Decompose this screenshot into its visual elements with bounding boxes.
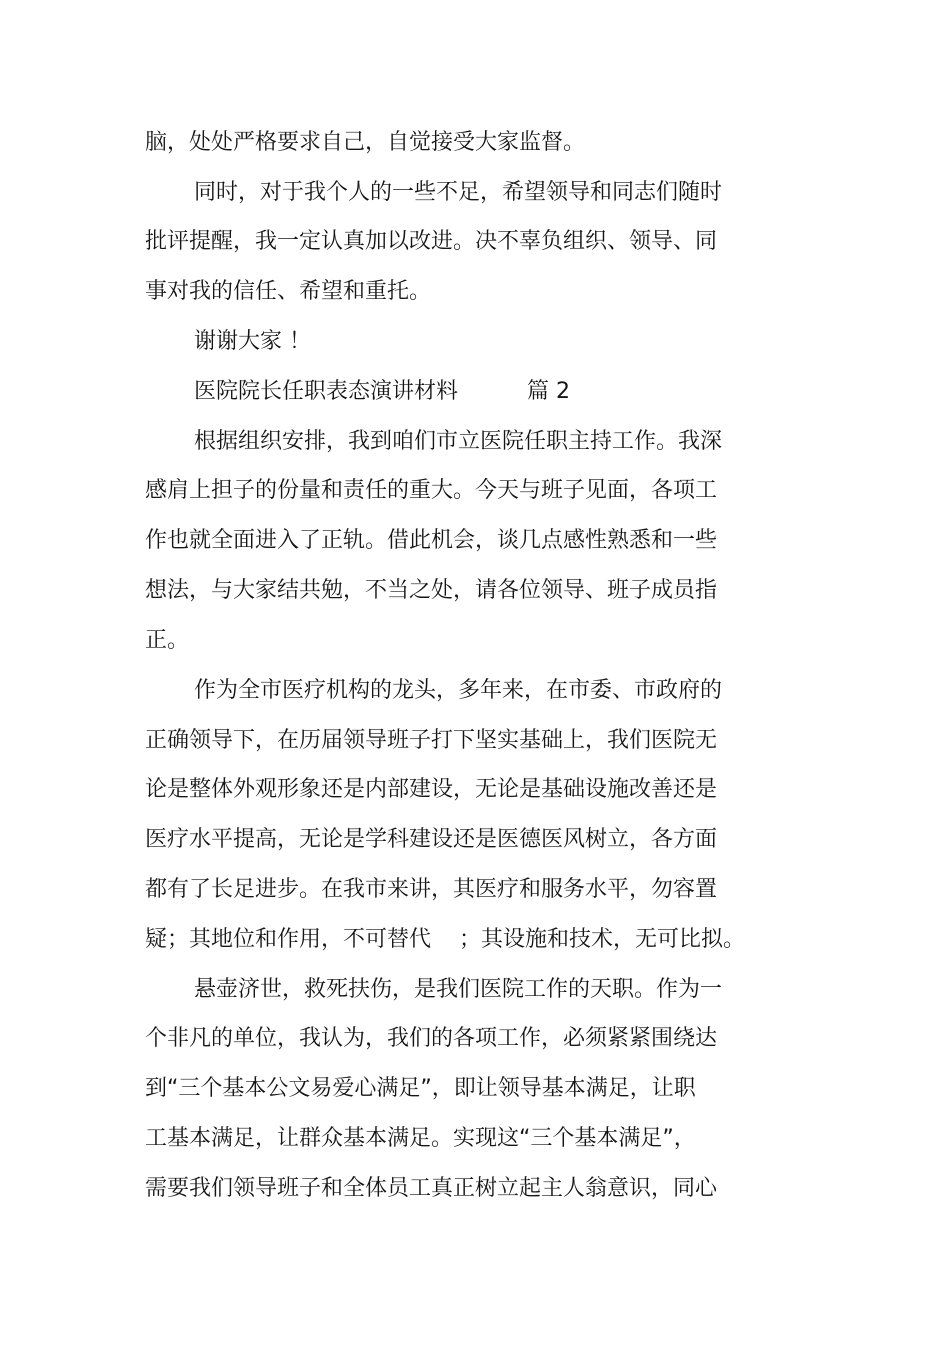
text-line: 脑，处处严格要求自己，自觉接受大家监督。 [145, 130, 586, 155]
closing-thanks: 谢谢大家 ！ [194, 329, 311, 354]
text-line: 个非凡的单位，我认为，我们的各项工作，必须紧紧围绕达 [145, 1026, 718, 1051]
heading-part-number: 篇 2 [527, 379, 570, 404]
text-line: 感肩上担子的份量和责任的重大。今天与班子见面，各项工 [145, 478, 718, 503]
paragraph-first-line: 作为全市医疗机构的龙头，多年来，在市委、市政府的 [194, 678, 723, 703]
text-line: 批评提醒，我一定认真加以改进。决不辜负组织、领导、同 [145, 229, 718, 254]
text-line: 工基本满足，让群众基本满足。实现这“三个基本满足”， [145, 1126, 696, 1151]
text-segment: 疑；其地位和作用，不可替代 [145, 927, 432, 952]
text-line: 想法，与大家结共勉，不当之处，请各位领导、班子成员指 [145, 578, 718, 603]
text-segment: ；其设施和技术，无可比拟。 [458, 927, 745, 952]
text-line: 作也就全面进入了正轨。借此机会，谈几点感性熟悉和一些 [145, 528, 718, 553]
section-heading [194, 372, 794, 412]
text-line: 需要我们领导班子和全体员工真正树立起主人翁意识，同心 [145, 1176, 718, 1201]
paragraph-first-line: 悬壶济世，救死扶伤，是我们医院工作的天职。作为一 [194, 977, 723, 1002]
heading-title: 医院院长任职表态演讲材料 [194, 379, 459, 404]
text-line: 正确领导下，在历届领导班子打下坚实基础上，我们医院无 [145, 728, 718, 753]
text-line: 正。 [145, 628, 190, 653]
text-line: 事对我的信任、希望和重托。 [145, 279, 432, 304]
paragraph-first-line: 根据组织安排，我到咱们市立医院任职主持工作。我深 [194, 429, 723, 454]
text-line: 医疗水平提高，无论是学科建设还是医德医风树立，各方面 [145, 827, 718, 852]
paragraph-first-line: 同时，对于我个人的一些不足，希望领导和同志们随时 [194, 180, 723, 205]
text-line [145, 920, 745, 960]
text-line: 到“三个基本公文易爱心满足”，即让领导基本满足，让职 [145, 1076, 696, 1101]
text-line: 都有了长足进步。在我市来讲，其医疗和服务水平，勿容置 [145, 877, 718, 902]
text-line: 论是整体外观形象还是内部建设，无论是基础设施改善还是 [145, 777, 718, 802]
